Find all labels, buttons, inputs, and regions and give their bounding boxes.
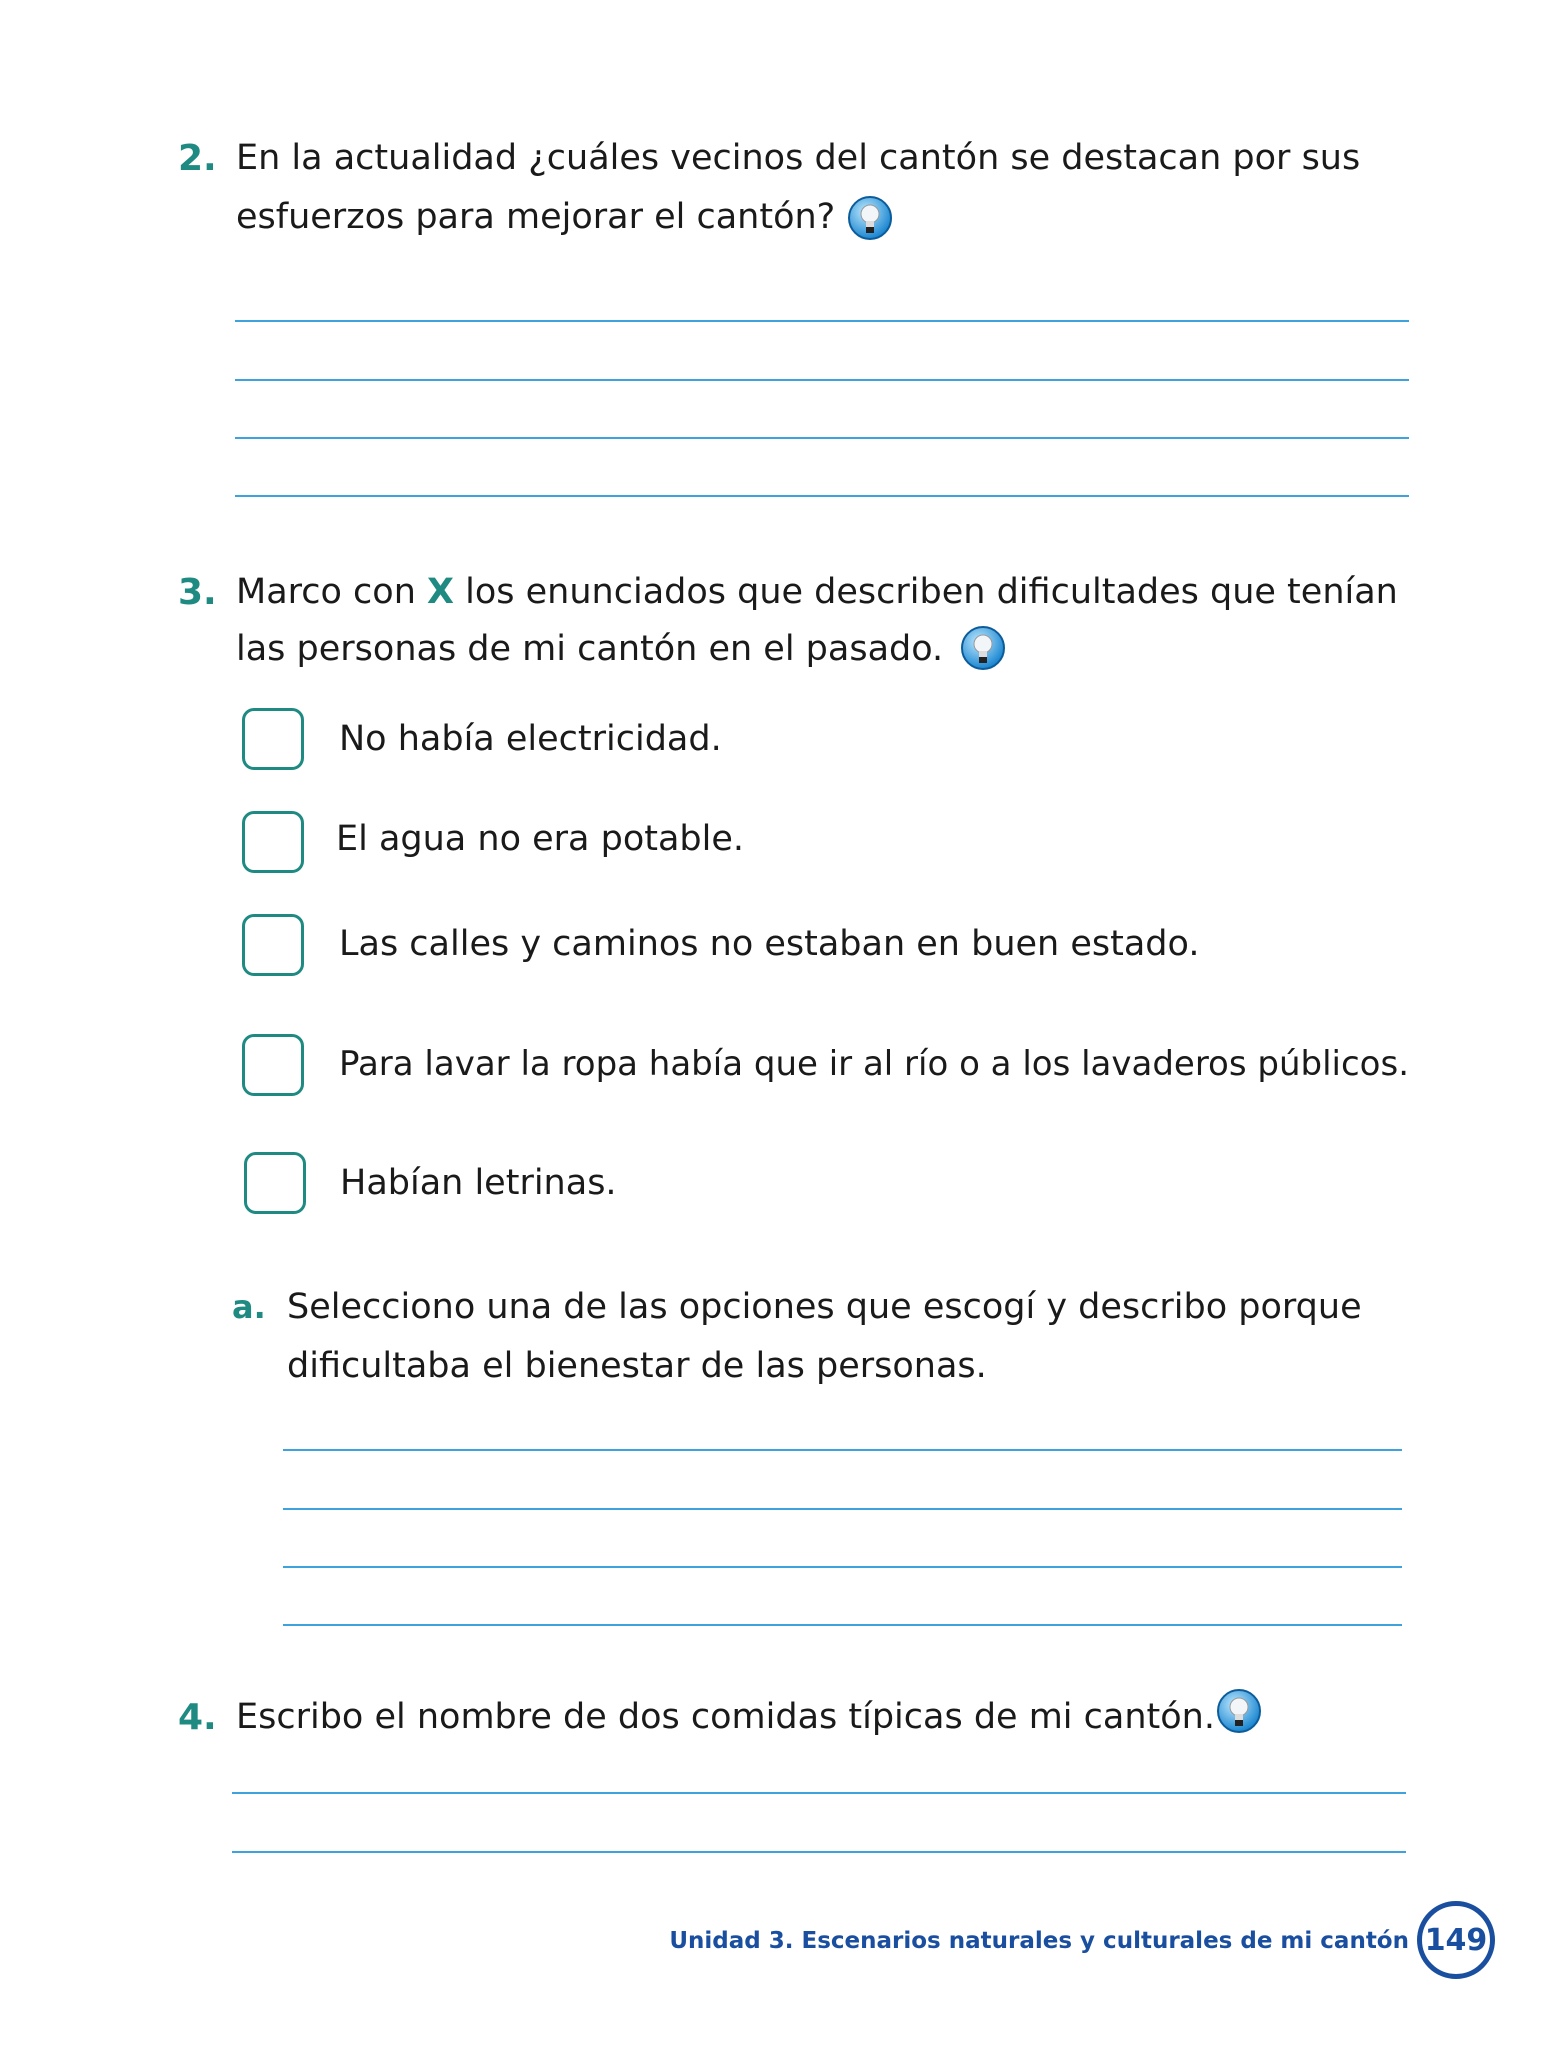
- text: los enunciados que describen dificultades que tenían: [454, 572, 1398, 612]
- question-4-text: Escribo el nombre de dos comidas típicas de mi cantón.: [236, 1697, 1215, 1737]
- question-3-number: 3.: [178, 572, 217, 613]
- option-checkbox[interactable]: [242, 914, 304, 976]
- answer-line[interactable]: [235, 437, 1409, 439]
- option-label: No había electricidad.: [339, 719, 722, 759]
- option-label: Habían letrinas.: [340, 1163, 617, 1203]
- question-3-text-line2: las personas de mi cantón en el pasado.: [236, 629, 944, 669]
- subquestion-a-letter: a.: [232, 1288, 266, 1326]
- text: Marco con: [236, 572, 428, 612]
- subquestion-a-line1: Selecciono una de las opciones que escogí y describo porque: [287, 1287, 1362, 1327]
- option-checkbox[interactable]: [242, 708, 304, 770]
- option-checkbox[interactable]: [244, 1152, 306, 1214]
- lightbulb-icon: [1216, 1688, 1262, 1734]
- option-label: Para lavar la ropa había que ir al río o a los lavaderos públicos.: [339, 1044, 1410, 1084]
- answer-line[interactable]: [283, 1508, 1402, 1510]
- question-2-text-line1: En la actualidad ¿cuáles vecinos del cantón se destacan por sus: [236, 138, 1361, 178]
- option-checkbox[interactable]: [242, 1034, 304, 1096]
- option-checkbox[interactable]: [242, 811, 304, 873]
- footer-unit-title: Unidad 3. Escenarios naturales y culturales de mi cantón: [669, 1928, 1409, 1954]
- answer-line[interactable]: [232, 1851, 1406, 1853]
- question-2-number: 2.: [178, 138, 217, 179]
- x-mark: X: [427, 572, 455, 612]
- subquestion-a-line2: dificultaba el bienestar de las personas.: [287, 1346, 987, 1386]
- answer-line[interactable]: [283, 1624, 1402, 1626]
- option-label: El agua no era potable.: [336, 819, 745, 859]
- question-3-text-line1: [236, 572, 1398, 612]
- lightbulb-icon: [847, 195, 893, 241]
- answer-line[interactable]: [283, 1449, 1402, 1451]
- answer-line[interactable]: [232, 1792, 1406, 1794]
- page-number: 149: [1417, 1901, 1495, 1979]
- question-4-number: 4.: [178, 1697, 217, 1738]
- lightbulb-icon: [960, 625, 1006, 671]
- answer-line[interactable]: [283, 1566, 1402, 1568]
- answer-line[interactable]: [235, 320, 1409, 322]
- answer-line[interactable]: [235, 495, 1409, 497]
- answer-line[interactable]: [235, 379, 1409, 381]
- option-label: Las calles y caminos no estaban en buen estado.: [339, 924, 1200, 964]
- question-2-text-line2: esfuerzos para mejorar el cantón?: [236, 197, 836, 237]
